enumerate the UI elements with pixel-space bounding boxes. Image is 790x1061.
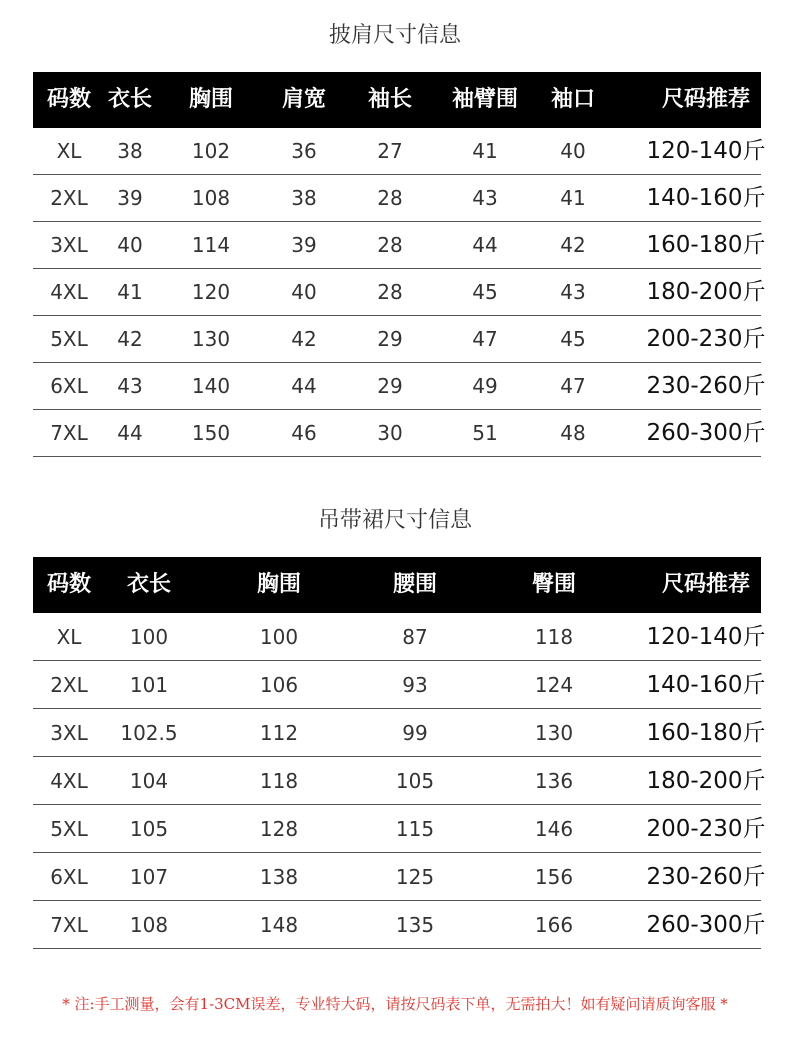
table-cell: 156 bbox=[534, 865, 574, 889]
table-row bbox=[33, 661, 766, 709]
table-cell: 41 bbox=[472, 139, 498, 163]
table-cell: 43 bbox=[560, 280, 586, 304]
table-row bbox=[33, 410, 766, 457]
size-recommendation-cell: 180-200斤 bbox=[646, 768, 766, 794]
table-cell: 42 bbox=[117, 327, 143, 351]
table-cell: 45 bbox=[472, 280, 498, 304]
table-cell: 114 bbox=[191, 233, 231, 257]
table-cell: 107 bbox=[129, 865, 169, 889]
column-header: 尺码推荐 bbox=[661, 87, 750, 112]
table-cell: 2XL bbox=[50, 186, 88, 210]
shawl-size-table bbox=[33, 72, 766, 457]
table-cell: 7XL bbox=[50, 913, 88, 937]
table-row bbox=[33, 269, 766, 316]
table-cell: 3XL bbox=[50, 721, 88, 745]
table-cell: 6XL bbox=[50, 865, 88, 889]
size-recommendation-cell: 260-300斤 bbox=[646, 912, 766, 938]
table-cell: 4XL bbox=[50, 769, 88, 793]
table-cell: 40 bbox=[560, 139, 586, 163]
table-cell: 29 bbox=[377, 327, 403, 351]
table-cell: 7XL bbox=[50, 421, 88, 445]
table-cell: 125 bbox=[395, 865, 435, 889]
table-cell: 166 bbox=[534, 913, 574, 937]
table-cell: 38 bbox=[291, 186, 317, 210]
table-cell: 46 bbox=[291, 421, 317, 445]
column-header: 袖臂围 bbox=[451, 87, 518, 112]
table-cell: 3XL bbox=[50, 233, 88, 257]
table-cell: 102 bbox=[191, 139, 231, 163]
table-cell: 138 bbox=[259, 865, 299, 889]
table-row bbox=[33, 853, 766, 901]
table-cell: 39 bbox=[291, 233, 317, 257]
table-cell: 106 bbox=[259, 673, 299, 697]
table-cell: 115 bbox=[395, 817, 435, 841]
size-recommendation-cell: 230-260斤 bbox=[646, 373, 766, 399]
table-cell: 47 bbox=[560, 374, 586, 398]
table-cell: 124 bbox=[534, 673, 574, 697]
table-cell: 45 bbox=[560, 327, 586, 351]
size-recommendation-cell: 230-260斤 bbox=[646, 864, 766, 890]
table-cell: 104 bbox=[129, 769, 169, 793]
size-recommendation-cell: 160-180斤 bbox=[646, 232, 766, 258]
table-cell: 108 bbox=[191, 186, 231, 210]
column-header: 胸围 bbox=[256, 572, 301, 597]
table-cell: 44 bbox=[472, 233, 498, 257]
table-row bbox=[33, 901, 766, 949]
column-header: 衣长 bbox=[126, 572, 171, 597]
column-header: 码数 bbox=[46, 572, 91, 597]
table-row bbox=[33, 709, 766, 757]
table-cell: 40 bbox=[117, 233, 143, 257]
size-recommendation-cell: 140-160斤 bbox=[646, 185, 766, 211]
shawl-size-title: 披肩尺寸信息 bbox=[328, 23, 461, 48]
table-cell: 5XL bbox=[50, 817, 88, 841]
size-recommendation-cell: 120-140斤 bbox=[646, 138, 766, 164]
table-cell: 140 bbox=[191, 374, 231, 398]
table-cell: 43 bbox=[117, 374, 143, 398]
table-cell: 6XL bbox=[50, 374, 88, 398]
size-recommendation-cell: 200-230斤 bbox=[646, 326, 766, 352]
table-row bbox=[33, 757, 766, 805]
table-cell: 51 bbox=[472, 421, 498, 445]
table-cell: 39 bbox=[117, 186, 143, 210]
table-cell: 5XL bbox=[50, 327, 88, 351]
table-cell: 150 bbox=[191, 421, 231, 445]
table-cell: 146 bbox=[534, 817, 574, 841]
table-cell: 28 bbox=[377, 280, 403, 304]
table-cell: 120 bbox=[191, 280, 231, 304]
table-cell: 148 bbox=[259, 913, 299, 937]
column-header: 腰围 bbox=[392, 572, 437, 597]
table-cell: 48 bbox=[560, 421, 586, 445]
table-row bbox=[33, 363, 766, 410]
table-cell: 47 bbox=[472, 327, 498, 351]
table-cell: 135 bbox=[395, 913, 435, 937]
table-cell: 130 bbox=[191, 327, 231, 351]
table-cell: 118 bbox=[259, 769, 299, 793]
measurement-note: * 注:手工测量，会有1-3CM误差，专业特大码，请按尺码表下单，无需拍大！如有疑问请质询客服 * bbox=[62, 995, 728, 1013]
table-cell: 108 bbox=[129, 913, 169, 937]
table-cell: 36 bbox=[291, 139, 317, 163]
table-cell: 102.5 bbox=[120, 721, 178, 745]
table-cell: 38 bbox=[117, 139, 143, 163]
table-header-row bbox=[33, 557, 761, 613]
table-cell: 99 bbox=[402, 721, 428, 745]
size-recommendation-cell: 200-230斤 bbox=[646, 816, 766, 842]
table-row bbox=[33, 613, 766, 661]
table-cell: 40 bbox=[291, 280, 317, 304]
table-cell: 41 bbox=[117, 280, 143, 304]
table-cell: 105 bbox=[129, 817, 169, 841]
table-cell: XL bbox=[56, 139, 82, 163]
table-row bbox=[33, 805, 766, 853]
table-cell: 4XL bbox=[50, 280, 88, 304]
table-cell: 28 bbox=[377, 186, 403, 210]
table-row bbox=[33, 128, 766, 175]
table-cell: 41 bbox=[560, 186, 586, 210]
table-cell: 44 bbox=[291, 374, 317, 398]
table-cell: 2XL bbox=[50, 673, 88, 697]
column-header: 袖口 bbox=[550, 87, 595, 112]
column-header: 码数 bbox=[46, 87, 91, 112]
slip-dress-size-table bbox=[33, 557, 766, 949]
size-recommendation-cell: 160-180斤 bbox=[646, 720, 766, 746]
table-cell: 100 bbox=[129, 625, 169, 649]
column-header: 臀围 bbox=[531, 572, 576, 597]
table-cell: 27 bbox=[377, 139, 403, 163]
table-cell: XL bbox=[56, 625, 82, 649]
column-header: 袖长 bbox=[367, 87, 412, 112]
table-cell: 42 bbox=[560, 233, 586, 257]
table-cell: 30 bbox=[377, 421, 403, 445]
table-cell: 105 bbox=[395, 769, 435, 793]
column-header: 尺码推荐 bbox=[661, 572, 750, 597]
column-header: 肩宽 bbox=[281, 87, 326, 112]
table-cell: 101 bbox=[129, 673, 169, 697]
table-cell: 93 bbox=[402, 673, 428, 697]
table-row bbox=[33, 316, 766, 363]
table-cell: 112 bbox=[259, 721, 299, 745]
table-cell: 49 bbox=[472, 374, 498, 398]
table-cell: 87 bbox=[402, 625, 428, 649]
size-recommendation-cell: 120-140斤 bbox=[646, 624, 766, 650]
column-header: 衣长 bbox=[107, 87, 152, 112]
table-header-row bbox=[33, 72, 761, 128]
table-cell: 100 bbox=[259, 625, 299, 649]
size-recommendation-cell: 260-300斤 bbox=[646, 420, 766, 446]
table-cell: 130 bbox=[534, 721, 574, 745]
slip-dress-size-title: 吊带裙尺寸信息 bbox=[317, 508, 472, 533]
table-row bbox=[33, 175, 766, 222]
size-recommendation-cell: 140-160斤 bbox=[646, 672, 766, 698]
table-cell: 128 bbox=[259, 817, 299, 841]
table-cell: 136 bbox=[534, 769, 574, 793]
column-header: 胸围 bbox=[188, 87, 233, 112]
table-cell: 118 bbox=[534, 625, 574, 649]
table-row bbox=[33, 222, 766, 269]
table-cell: 43 bbox=[472, 186, 498, 210]
table-cell: 42 bbox=[291, 327, 317, 351]
table-cell: 28 bbox=[377, 233, 403, 257]
table-cell: 44 bbox=[117, 421, 143, 445]
table-cell: 29 bbox=[377, 374, 403, 398]
size-recommendation-cell: 180-200斤 bbox=[646, 279, 766, 305]
